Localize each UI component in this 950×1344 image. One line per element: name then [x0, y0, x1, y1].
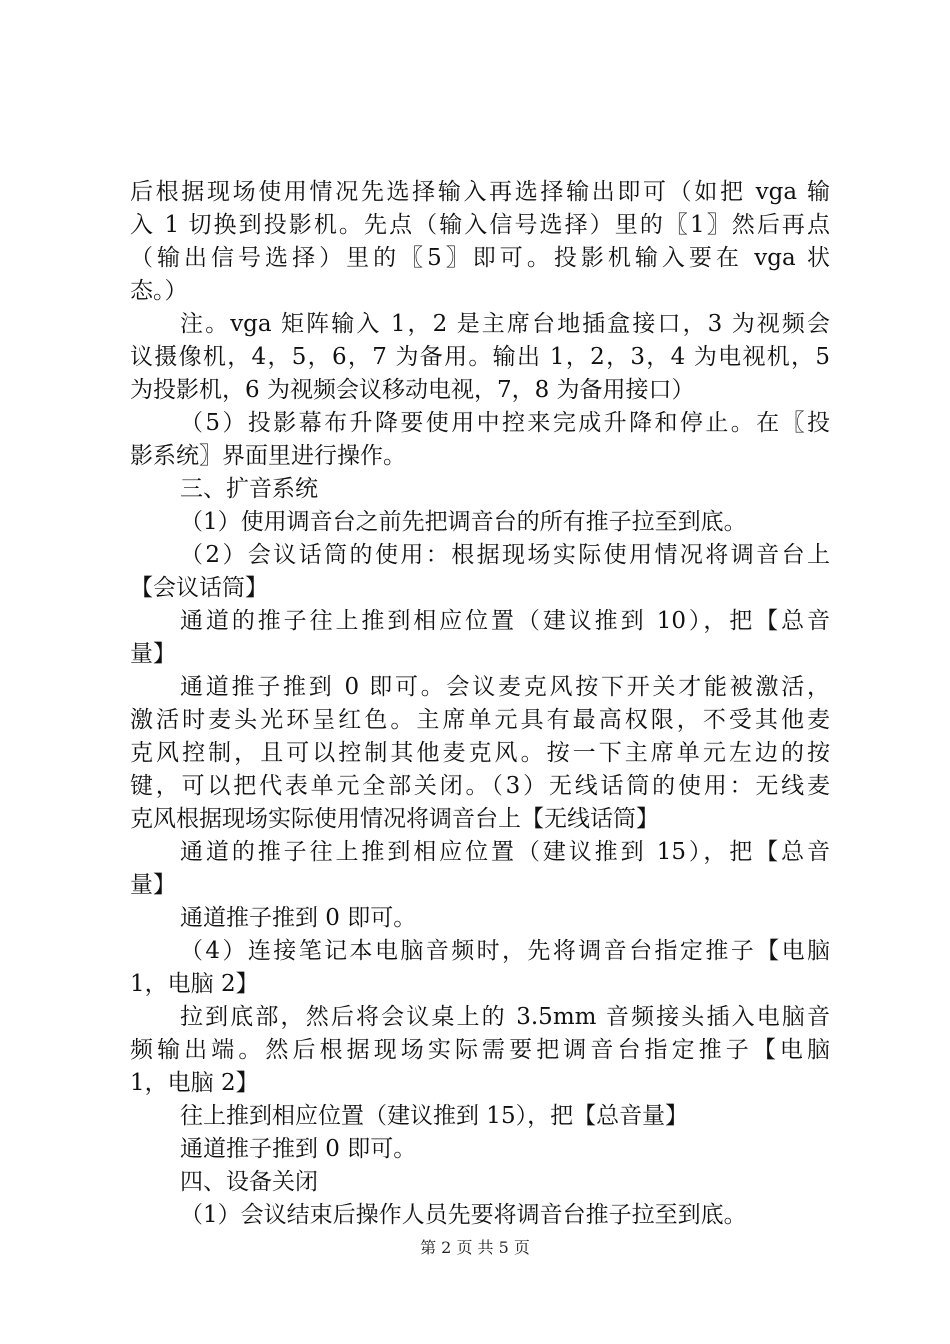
- body-text-line: 通道的推子往上推到相应位置（建议推到 10），把【总音: [180, 608, 830, 634]
- body-text-line: 克风根据现场实际使用情况将调音台上【无线话筒】: [130, 806, 659, 832]
- body-text-line: 【会议话筒】: [130, 575, 268, 601]
- body-text-line: 通道推子推到 0 即可。: [180, 1136, 417, 1162]
- body-text-line: 量】: [130, 872, 176, 898]
- body-text-line: （1）会议结束后操作人员先要将调音台推子拉至到底。: [180, 1202, 747, 1228]
- body-text-line: 克风控制，且可以控制其他麦克风。按一下主席单元左边的按: [130, 740, 830, 766]
- body-text-line: （输出信号选择）里的〖5〗即可。投影机输入要在 vga 状: [130, 245, 830, 271]
- body-text-line: 拉到底部，然后将会议桌上的 3.5mm 音频接头插入电脑音: [180, 1004, 830, 1030]
- body-text-line: 往上推到相应位置（建议推到 15），把【总音量】: [180, 1103, 689, 1129]
- body-text-line: （4）连接笔记本电脑音频时，先将调音台指定推子【电脑: [180, 938, 830, 964]
- section-heading: 三、扩音系统: [180, 476, 318, 502]
- body-text-line: 入 1 切换到投影机。先点（输入信号选择）里的〖1〗然后再点: [130, 212, 830, 238]
- body-text-line: 键，可以把代表单元全部关闭。（3）无线话筒的使用：无线麦: [130, 773, 830, 799]
- body-text-line: 频输出端。然后根据现场实际需要把调音台指定推子【电脑: [130, 1037, 830, 1063]
- body-text-line: 态。）: [130, 278, 188, 304]
- body-text-line: 通道推子推到 0 即可。会议麦克风按下开关才能被激活，: [180, 674, 830, 700]
- body-text-line: （5）投影幕布升降要使用中控来完成升降和停止。在〖投: [180, 410, 830, 436]
- body-text-line: 通道的推子往上推到相应位置（建议推到 15），把【总音: [180, 839, 830, 865]
- body-text-line: 影系统〗界面里进行操作。: [130, 443, 406, 469]
- body-text-line: （1）使用调音台之前先把调音台的所有推子拉至到底。: [180, 509, 747, 535]
- body-text-line: 激活时麦头光环呈红色。主席单元具有最高权限，不受其他麦: [130, 707, 830, 733]
- body-text-line: 通道推子推到 0 即可。: [180, 905, 417, 931]
- body-text-line: 注。vga 矩阵输入 1，2 是主席台地插盒接口，3 为视频会: [180, 311, 830, 337]
- section-heading: 四、设备关闭: [180, 1169, 318, 1195]
- body-text-line: 量】: [130, 641, 176, 667]
- body-text-line: 为投影机，6 为视频会议移动电视，7，8 为备用接口）: [130, 377, 695, 403]
- body-text-line: 议摄像机，4，5，6，7 为备用。输出 1，2，3，4 为电视机，5: [130, 344, 830, 370]
- body-text-line: 1，电脑 2】: [130, 971, 259, 997]
- body-text-line: （2）会议话筒的使用：根据现场实际使用情况将调音台上: [180, 542, 830, 568]
- body-text-line: 1，电脑 2】: [130, 1070, 259, 1096]
- page-footer: 第 2 页 共 5 页: [420, 1238, 530, 1257]
- body-text-line: 后根据现场使用情况先选择输入再选择输出即可（如把 vga 输: [130, 179, 830, 205]
